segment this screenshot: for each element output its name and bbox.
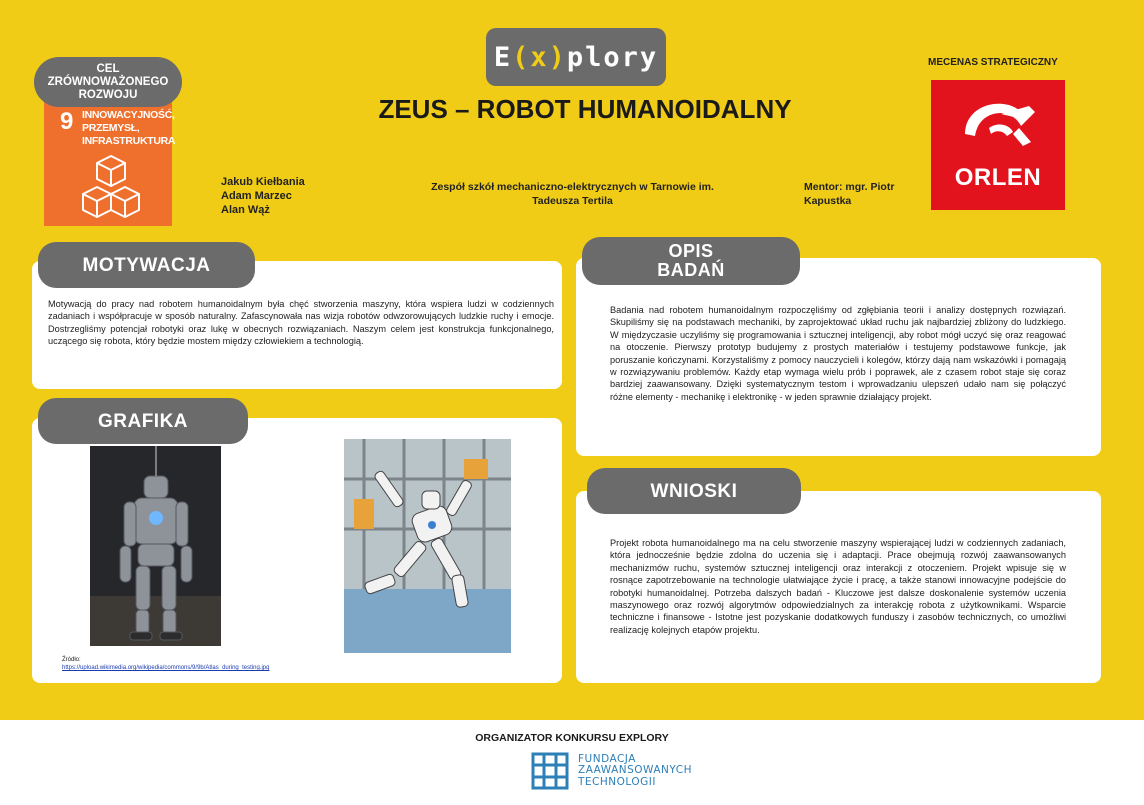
- atlas-robot-photo: [90, 446, 221, 646]
- sdg-goal-title-line1: INNOWACYJNOŚĆ,: [82, 109, 175, 121]
- mentor-name: Mentor: mgr. Piotr Kapustka: [804, 181, 895, 207]
- source-label: Źródło:: [62, 657, 81, 663]
- opis-heading-line1: OPIS: [668, 241, 714, 261]
- fzt-line3: TECHNOLOGII: [578, 775, 656, 788]
- robot-standing-illustration: [90, 446, 221, 646]
- wnioski-heading: WNIOSKI: [587, 468, 801, 514]
- sdg-label-pill: [34, 57, 182, 107]
- sdg-goal-number: 9: [60, 108, 74, 135]
- image-source: [62, 656, 269, 672]
- sdg-goal-title-line2: PRZEMYSŁ,: [82, 122, 140, 134]
- author-name: Adam Marzec: [221, 190, 292, 202]
- sponsor-label: MECENAS STRATEGICZNY: [928, 57, 1058, 68]
- fzt-logo-icon: [530, 751, 570, 791]
- motywacja-heading: MOTYWACJA: [38, 242, 255, 288]
- school-name: Zespół szkół mechaniczno-elektrycznych w Tarnowie im. Tadeusza Tertila: [431, 181, 714, 207]
- opis-heading: [582, 237, 800, 285]
- wnioski-text: Projekt robota humanoidalnego ma na celu stworzenie maszyny wspierającej ludzi w codziennych zadaniach, która jednocześnie będzie zdolna do uczenia się i adaptacji. Prace obejmują rozwój zaawansowanych mechanizmów ruchu, systemów sztucznej inteligencji oraz interakcji z otoczeniem. Projekt wpisuje się w rosnące zapotrzebowanie na technologie ułatwiające życie i pracę, a także stanowi innowacyjne podejście do robotyki humanoidalnej. Potrzeba dalszych badań - Kluczowe jest dalsze doskonalenie systemów uczenia maszynowego oraz rozwój algorytmów odpowiedzialnych za interakcję robota z użytkownikami. Wsparcie techniczne i finansowe - Istotne jest pozyskanie dodatkowych funduszy i zasobów technicznych, co umożliwi realizację kolejnych etapów projektu.: [610, 538, 1066, 635]
- author-name: Alan Wąż: [221, 204, 270, 216]
- atlas-jumping-photo: [344, 439, 511, 653]
- orlen-eagle-icon: [931, 80, 1065, 160]
- fzt-name: [578, 754, 692, 789]
- fzt-logo: [530, 751, 692, 791]
- robot-jumping-illustration: [344, 439, 511, 653]
- sponsor-name: ORLEN: [954, 164, 1042, 191]
- sdg-goal-tile: [44, 102, 176, 226]
- explory-logo: [486, 28, 666, 86]
- grafika-heading: GRAFIKA: [38, 398, 248, 444]
- fzt-line2: ZAAWANSOWANYCH: [578, 764, 692, 777]
- sdg-label-line2: ZRÓWNOWAŻONEGO: [47, 75, 169, 88]
- cubes-icon: [80, 154, 142, 220]
- opis-heading-line2: BADAŃ: [657, 260, 725, 280]
- logo-suffix: plory: [566, 41, 659, 73]
- poster-title: ZEUS – ROBOT HUMANOIDALNY: [378, 94, 792, 124]
- motywacja-text: Motywacją do pracy nad robotem humanoidalnym była chęć stworzenia maszyny, która wspiera ludzi w codziennych zadaniach i współpracuje w sposób naturalny. Zafascynowała nas wizja robotów odwzorowujących ludzkie ruchy i emocje. Dostrzegliśmy potencjał robotyki oraz lukę w obecnych rozwiązaniach. Naszym celem jest konstrukcja funkcjonalnego, uczącego się robota, który będzie mostem między człowiekiem a technologią.: [48, 299, 554, 347]
- sdg-goal-title-line3: INFRASTRUKTURA: [82, 135, 176, 147]
- opis-text: Badania nad robotem humanoidalnym rozpoczęliśmy od zgłębiania teorii i analizy dostępnych rozwiązań. Skupiliśmy się na podstawach mechaniki, by zaprojektować układ ruchu jak najbardziej zbliżony do ludzkiego. W międzyczasie uczyliśmy się programowania i sztucznej inteligencji, aby robot mógł uczyć się oraz reagować na otoczenie. Pierwszy prototyp budujemy z prostych materiałów i testujemy podstawowe funkcje, jak poruszanie kończynami. Korzystaliśmy z pomocy nauczycieli i kolegów, którzy dają nam wskazówki i pomagają w rozwiązywaniu problemów. Każdy etap wymaga wielu prób i poprawek, ale z czasem robot staje się coraz bardziej zaawansowany. Dzięki systematycznym testom i wprowadzaniu ulepszeń udało nam się połączyć różne elementy - mechanikę i elektronikę - w jeden sprawnie działający projekt.: [610, 305, 1066, 402]
- source-link[interactable]: https://upload.wikimedia.org/wikipedia/commons/9/9b/Atlas_during_testing.jpg: [62, 665, 270, 671]
- fzt-line1: FUNDACJA: [578, 752, 636, 765]
- sdg-goal-title: [82, 109, 175, 148]
- sdg-label-line3: ROZWOJU: [78, 88, 138, 101]
- logo-prefix: E: [493, 41, 513, 73]
- author-name: Jakub Kiełbania: [221, 176, 305, 188]
- orlen-logo: [931, 80, 1065, 210]
- logo-x: (x): [512, 41, 567, 73]
- sdg-label-line1: CEL: [96, 62, 120, 75]
- organizer-label: ORGANIZATOR KONKURSU EXPLORY: [475, 732, 669, 744]
- authors-list: [221, 175, 305, 217]
